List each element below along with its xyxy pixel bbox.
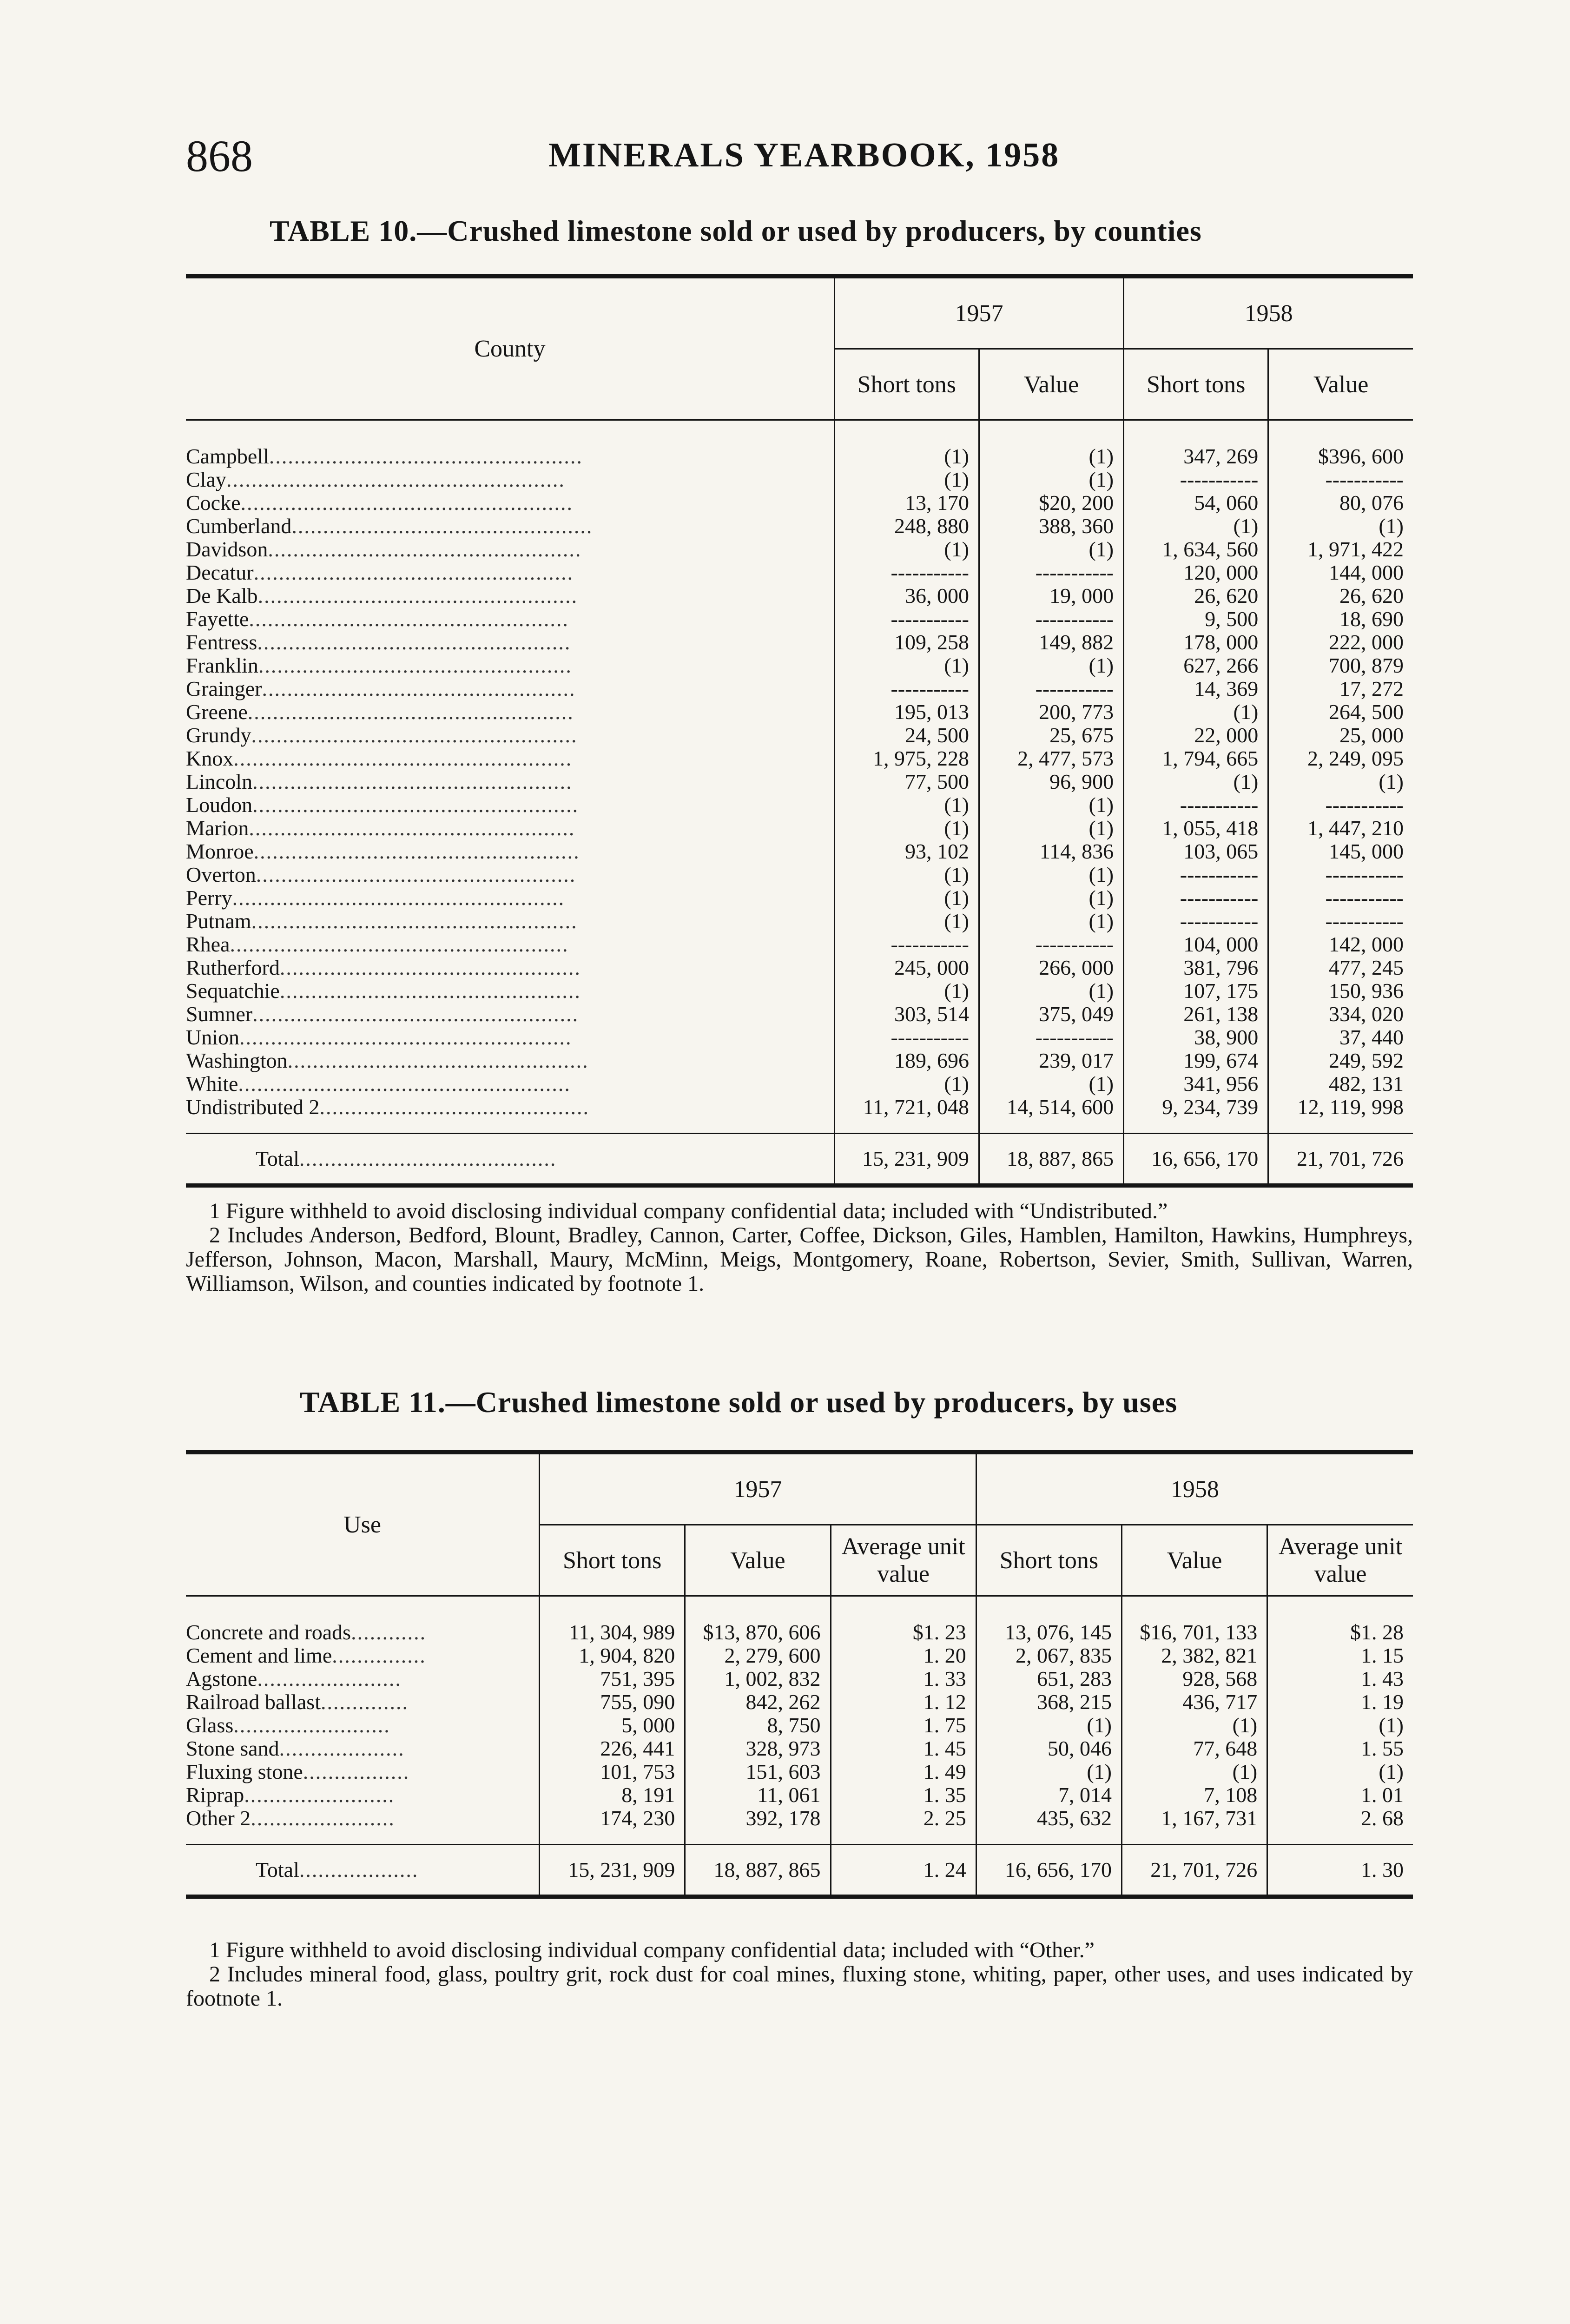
table11-total-row (186, 1845, 1413, 1897)
table10-cell: 9, 234, 739 (1124, 1096, 1268, 1134)
table10-cell: 107, 175 (1124, 979, 1268, 1003)
table10-cell: 22, 000 (1124, 724, 1268, 747)
table11-cell: 8, 191 (540, 1783, 685, 1807)
table10-cell: (1) (979, 468, 1123, 491)
table11-cell: 101, 753 (540, 1760, 685, 1783)
table11-col-header: Value (685, 1525, 831, 1596)
table11-total-cell: 18, 887, 865 (685, 1845, 831, 1897)
table10-row-label: Lincoln................................................... (186, 770, 573, 793)
table11-cell: 2. 25 (831, 1807, 976, 1845)
table11-cell: $1. 23 (831, 1596, 976, 1644)
table11-col-header: Average unit value (1267, 1525, 1413, 1596)
table10-cell: 13, 170 (834, 491, 979, 515)
table10-cell: 145, 000 (1268, 840, 1413, 863)
table10-cell: 1, 794, 665 (1124, 747, 1268, 770)
table11-row-label: Railroad ballast.............. (186, 1690, 409, 1714)
table10-year-1957: 1957 (834, 277, 1123, 349)
table11-row-label: Fluxing stone................. (186, 1760, 410, 1783)
table10-row-label: Campbell.................................................. (186, 444, 583, 468)
table10-cell: 195, 013 (834, 700, 979, 724)
table11-total-cell: 15, 231, 909 (540, 1845, 685, 1897)
table11-cell: 755, 090 (540, 1690, 685, 1714)
table11-cell: 328, 973 (685, 1737, 831, 1760)
table10-cell: (1) (979, 654, 1123, 677)
table10-stub-header: County (186, 277, 834, 420)
table10-cell: 36, 000 (834, 584, 979, 607)
table11-cell: 2, 067, 835 (976, 1644, 1121, 1667)
table11-cell: 2, 279, 600 (685, 1644, 831, 1667)
table10-row (186, 793, 1413, 817)
table10-cell: 388, 360 (979, 515, 1123, 538)
table10-cell: 120, 000 (1124, 561, 1268, 584)
table10-row (186, 1072, 1413, 1096)
table10-cell: 1, 634, 560 (1124, 538, 1268, 561)
table10-cell: ----------- (834, 561, 979, 584)
table10-col-header: Short tons (1124, 349, 1268, 420)
table10-cell: 26, 620 (1268, 584, 1413, 607)
table11-cell: 368, 215 (976, 1690, 1121, 1714)
table11-cell: 50, 046 (976, 1737, 1121, 1760)
table11-cell: 1. 33 (831, 1667, 976, 1690)
table11-cell: 7, 108 (1122, 1783, 1267, 1807)
table11-cell: (1) (976, 1714, 1121, 1737)
table10-cell: (1) (979, 886, 1123, 910)
table10-cell: 11, 721, 048 (834, 1096, 979, 1134)
table10-cell: 54, 060 (1124, 491, 1268, 515)
table10-cell: $20, 200 (979, 491, 1123, 515)
table10-row-label: Monroe.................................................... (186, 839, 580, 863)
table10-row (186, 840, 1413, 863)
table11-cell: 2. 68 (1267, 1807, 1413, 1845)
table11-footnotes (186, 1938, 1413, 2011)
table10-row-label: De Kalb................................................... (186, 584, 578, 607)
table11-row-label: Cement and lime............... (186, 1644, 426, 1667)
table11-cell: 436, 717 (1122, 1690, 1267, 1714)
table10-row (186, 933, 1413, 956)
table10-cell: 303, 514 (834, 1003, 979, 1026)
table10-cell: 347, 269 (1124, 420, 1268, 469)
table10-total-cell: 15, 231, 909 (834, 1134, 979, 1186)
table11-row (186, 1783, 1413, 1807)
table10-row-label: Knox...................................................... (186, 746, 573, 770)
table11-row (186, 1596, 1413, 1644)
table10-row (186, 886, 1413, 910)
table10-cell: 341, 956 (1124, 1072, 1268, 1096)
table10-total-row (186, 1134, 1413, 1186)
table10-row (186, 700, 1413, 724)
table11-cell: 435, 632 (976, 1807, 1121, 1845)
table10-cell: 245, 000 (834, 956, 979, 979)
table10-cell: 142, 000 (1268, 933, 1413, 956)
table10-cell: (1) (834, 468, 979, 491)
page-number: 868 (186, 131, 253, 181)
table10-cell: 14, 514, 600 (979, 1096, 1123, 1134)
table10-cell: 482, 131 (1268, 1072, 1413, 1096)
table11-cell: 1, 002, 832 (685, 1667, 831, 1690)
table10-row-label: Marion.................................................... (186, 816, 575, 840)
table10-row (186, 420, 1413, 469)
table11-row (186, 1690, 1413, 1714)
table10-row (186, 561, 1413, 584)
table11-cell: 1. 45 (831, 1737, 976, 1760)
table10-row (186, 538, 1413, 561)
table10-cell: (1) (979, 1072, 1123, 1096)
table10-cell: ----------- (979, 607, 1123, 631)
table10-cell: ----------- (1124, 886, 1268, 910)
footnote: 1 Figure withheld to avoid disclosing individual company confidential data; included with “Other.” (209, 1938, 1095, 1962)
table10-col-header: Value (979, 349, 1123, 420)
table10-row (186, 770, 1413, 793)
table10-row-label: Sequatchie................................................ (186, 979, 581, 1003)
table11-cell: 1. 55 (1267, 1737, 1413, 1760)
table10-cell: (1) (834, 793, 979, 817)
table11-col-header: Average unit value (831, 1525, 976, 1596)
table11-year-1957: 1957 (540, 1452, 976, 1525)
table10-cell: 37, 440 (1268, 1026, 1413, 1049)
table10-cell: (1) (834, 654, 979, 677)
table10-row-label: Cocke..................................................... (186, 491, 574, 515)
table10-cell: (1) (979, 979, 1123, 1003)
table11-row-label: Other 2....................... (186, 1806, 395, 1830)
table11-cell: 1. 15 (1267, 1644, 1413, 1667)
table11-row (186, 1760, 1413, 1783)
table10-cell: $396, 600 (1268, 420, 1413, 469)
table10-cell: (1) (979, 793, 1123, 817)
table10-cell: 1, 447, 210 (1268, 817, 1413, 840)
table10-cell: ----------- (1124, 863, 1268, 886)
table10-cell: 700, 879 (1268, 654, 1413, 677)
table11-total-cell: 21, 701, 726 (1122, 1845, 1267, 1897)
table10-cell: 18, 690 (1268, 607, 1413, 631)
table11-body (186, 1596, 1413, 1845)
table10-cell: ----------- (834, 933, 979, 956)
table10-total-cell: 16, 656, 170 (1124, 1134, 1268, 1186)
table10-cell: 266, 000 (979, 956, 1123, 979)
table11-total-label: Total................... (186, 1845, 540, 1897)
running-head (186, 130, 1404, 181)
table10-cell: ----------- (1268, 468, 1413, 491)
table11-cell: 5, 000 (540, 1714, 685, 1737)
table10-row (186, 491, 1413, 515)
table10-cell: 38, 900 (1124, 1026, 1268, 1049)
table10-cell: 103, 065 (1124, 840, 1268, 863)
table11-row (186, 1644, 1413, 1667)
table11-total-cell: 16, 656, 170 (976, 1845, 1121, 1897)
table11-cell: 1. 01 (1267, 1783, 1413, 1807)
table10-cell: (1) (1268, 770, 1413, 793)
table10-row (186, 863, 1413, 886)
table10-cell: 149, 882 (979, 631, 1123, 654)
table10-cell: 1, 055, 418 (1124, 817, 1268, 840)
table10-cell: 104, 000 (1124, 933, 1268, 956)
table11-cell: $16, 701, 133 (1122, 1596, 1267, 1644)
table10-row (186, 631, 1413, 654)
table10-cell: (1) (834, 886, 979, 910)
table11-cell: 392, 178 (685, 1807, 831, 1845)
table10-footnotes (186, 1199, 1413, 1296)
table10-cell: 381, 796 (1124, 956, 1268, 979)
table10-row (186, 654, 1413, 677)
table11-stub-header: Use (186, 1452, 540, 1596)
table10-cell: ----------- (1124, 910, 1268, 933)
table10-row-label: Franklin.................................................. (186, 654, 572, 677)
table11-cell: 7, 014 (976, 1783, 1121, 1807)
table11-cell: 174, 230 (540, 1807, 685, 1845)
table10-row (186, 817, 1413, 840)
table10-row-label: Rutherford................................................ (186, 956, 581, 979)
table11-cell: (1) (1267, 1714, 1413, 1737)
table10-cell: 2, 477, 573 (979, 747, 1123, 770)
table10-row (186, 979, 1413, 1003)
table11-total-cell: 1. 24 (831, 1845, 976, 1897)
table10-row (186, 747, 1413, 770)
table10-row (186, 956, 1413, 979)
table11-row (186, 1807, 1413, 1845)
table10-row-label: Sumner.................................................... (186, 1002, 579, 1026)
table10-cell: ----------- (1124, 468, 1268, 491)
running-title: MINERALS YEARBOOK, 1958 (548, 136, 1060, 174)
table10-cell: 189, 696 (834, 1049, 979, 1072)
table10-cell: 239, 017 (979, 1049, 1123, 1072)
footnote: 2 Includes mineral food, glass, poultry grit, rock dust for coal mines, fluxing stone, whiting, paper, other uses, and uses indicated by footnote 1. (186, 1962, 1413, 2011)
table11-cell: 226, 441 (540, 1737, 685, 1760)
table11-cell: (1) (976, 1760, 1121, 1783)
table10-cell: (1) (1124, 770, 1268, 793)
table11-cell: 11, 061 (685, 1783, 831, 1807)
table11-cell: 1, 904, 820 (540, 1644, 685, 1667)
table10-row-label: Undistributed 2........................................... (186, 1095, 589, 1119)
table10-row-label: Perry..................................................... (186, 886, 565, 910)
table10-cell: ----------- (979, 933, 1123, 956)
table11-cell: 1. 35 (831, 1783, 976, 1807)
table10-cell: (1) (979, 863, 1123, 886)
table10-cell: 334, 020 (1268, 1003, 1413, 1026)
table11-cell: 751, 395 (540, 1667, 685, 1690)
table10-cell: 9, 500 (1124, 607, 1268, 631)
table11-cell: 1. 20 (831, 1644, 976, 1667)
table10-row (186, 1026, 1413, 1049)
table10-row (186, 468, 1413, 491)
table10-cell: 96, 900 (979, 770, 1123, 793)
table11-cell: 8, 750 (685, 1714, 831, 1737)
table11-row-label: Concrete and roads............ (186, 1620, 427, 1644)
table10-cell: 17, 272 (1268, 677, 1413, 700)
table10-row-label: Washington................................................ (186, 1049, 589, 1072)
table10-cell: (1) (1124, 700, 1268, 724)
footnote: 1 Figure withheld to avoid disclosing individual company confidential data; included with “Undistributed.” (209, 1199, 1168, 1223)
table11-cell: 1. 49 (831, 1760, 976, 1783)
table10-row-label: Grundy.................................................... (186, 723, 578, 747)
table11-cell: 77, 648 (1122, 1737, 1267, 1760)
table10-cell: 150, 936 (1268, 979, 1413, 1003)
table10-cell: 109, 258 (834, 631, 979, 654)
table10-cell: 25, 675 (979, 724, 1123, 747)
table10-cell: (1) (979, 910, 1123, 933)
table11 (186, 1450, 1413, 1899)
table10-year-1958: 1958 (1124, 277, 1413, 349)
table10-cell: 261, 138 (1124, 1003, 1268, 1026)
table11-cell: 11, 304, 989 (540, 1596, 685, 1644)
table10-row-label: Putnam.................................................... (186, 909, 578, 933)
table10-row-label: Rhea...................................................... (186, 932, 569, 956)
table10-cell: 80, 076 (1268, 491, 1413, 515)
table10-cell: ----------- (1268, 793, 1413, 817)
table10-title: TABLE 10.—Crushed limestone sold or used by producers, by counties (270, 214, 1202, 247)
table10-cell: ----------- (834, 677, 979, 700)
table10-cell: 19, 000 (979, 584, 1123, 607)
table11-cell: (1) (1122, 1760, 1267, 1783)
table11-row (186, 1737, 1413, 1760)
table10-row (186, 515, 1413, 538)
table11-cell: 1, 167, 731 (1122, 1807, 1267, 1845)
table10-cell: 264, 500 (1268, 700, 1413, 724)
table10-row-label: Greene.................................................... (186, 700, 574, 724)
table10-cell: 627, 266 (1124, 654, 1268, 677)
table10-cell: 12, 119, 998 (1268, 1096, 1413, 1134)
table11-row-label: Stone sand.................... (186, 1736, 405, 1760)
table11-row (186, 1714, 1413, 1737)
table10 (186, 274, 1413, 1188)
table10-cell: 77, 500 (834, 770, 979, 793)
table10-body (186, 420, 1413, 1134)
table10-cell: 1, 971, 422 (1268, 538, 1413, 561)
table10-row-label: White..................................................... (186, 1072, 571, 1096)
table10-cell: (1) (834, 538, 979, 561)
table10-cell: ----------- (979, 1026, 1123, 1049)
table10-row-label: Cumberland................................................ (186, 514, 593, 538)
table11-cell: 2, 382, 821 (1122, 1644, 1267, 1667)
table10-cell: 26, 620 (1124, 584, 1268, 607)
table10-row (186, 910, 1413, 933)
table10-total-label: Total......................................... (186, 1134, 834, 1186)
table11-cell: 13, 076, 145 (976, 1596, 1121, 1644)
table10-cell: (1) (834, 910, 979, 933)
table10-cell: 178, 000 (1124, 631, 1268, 654)
table11-total-cell: 1. 30 (1267, 1845, 1413, 1897)
table10-total-cell: 21, 701, 726 (1268, 1134, 1413, 1186)
table10-cell: ----------- (834, 1026, 979, 1049)
table10-cell: ----------- (979, 677, 1123, 700)
table10-cell: ----------- (1268, 863, 1413, 886)
table10-cell: (1) (979, 817, 1123, 840)
table10-col-header: Value (1268, 349, 1413, 420)
table10-row (186, 584, 1413, 607)
table10-cell: 14, 369 (1124, 677, 1268, 700)
table10-row-label: Union..................................................... (186, 1025, 572, 1049)
table10-cell: 200, 773 (979, 700, 1123, 724)
table11-row-label: Riprap........................ (186, 1783, 395, 1807)
table11-col-header: Short tons (540, 1525, 685, 1596)
table11-cell: 651, 283 (976, 1667, 1121, 1690)
table10-row (186, 677, 1413, 700)
table10-cell: 2, 249, 095 (1268, 747, 1413, 770)
table10-cell: 249, 592 (1268, 1049, 1413, 1072)
table10-cell: ----------- (1124, 793, 1268, 817)
table11-cell: 1. 43 (1267, 1667, 1413, 1690)
table10-cell: (1) (834, 420, 979, 469)
table11-cell: 151, 603 (685, 1760, 831, 1783)
table10-row-label: Grainger.................................................. (186, 677, 576, 700)
table10-cell: ----------- (1268, 886, 1413, 910)
table10-cell: 199, 674 (1124, 1049, 1268, 1072)
table11-row-label: Agstone....................... (186, 1667, 402, 1690)
table10-row (186, 1003, 1413, 1026)
table11-col-header: Short tons (976, 1525, 1121, 1596)
table10-total-cell: 18, 887, 865 (979, 1134, 1123, 1186)
table11-cell: (1) (1122, 1714, 1267, 1737)
table11-row-label: Glass......................... (186, 1713, 390, 1737)
table10-row (186, 607, 1413, 631)
table10-row-label: Clay...................................................... (186, 468, 565, 491)
table10-cell: (1) (979, 420, 1123, 469)
table10-row-label: Decatur................................................... (186, 561, 574, 584)
table10-row (186, 724, 1413, 747)
table10-row (186, 1049, 1413, 1072)
table11-cell: (1) (1267, 1760, 1413, 1783)
table11-cell: 928, 568 (1122, 1667, 1267, 1690)
table11-cell: 1. 12 (831, 1690, 976, 1714)
table11-col-header: Value (1122, 1525, 1267, 1596)
table10-cell: (1) (834, 817, 979, 840)
table10-cell: 477, 245 (1268, 956, 1413, 979)
table10-cell: (1) (1124, 515, 1268, 538)
table10-cell: (1) (834, 979, 979, 1003)
table10-cell: 222, 000 (1268, 631, 1413, 654)
table11-cell: $1. 28 (1267, 1596, 1413, 1644)
table10-row-label: Davidson.................................................. (186, 537, 582, 561)
table10-cell: 375, 049 (979, 1003, 1123, 1026)
table11-cell: 1. 75 (831, 1714, 976, 1737)
table10-row-label: Fentress.................................................. (186, 630, 571, 654)
table11-year-1958: 1958 (976, 1452, 1413, 1525)
table10-cell: (1) (834, 863, 979, 886)
table11-title: TABLE 11.—Crushed limestone sold or used by producers, by uses (300, 1386, 1178, 1419)
table11-cell: $13, 870, 606 (685, 1596, 831, 1644)
table11-row (186, 1667, 1413, 1690)
table10-cell: 144, 000 (1268, 561, 1413, 584)
table10-cell: 24, 500 (834, 724, 979, 747)
table10-row-label: Fayette................................................... (186, 607, 569, 631)
table10-cell: ----------- (979, 561, 1123, 584)
table10-cell: 25, 000 (1268, 724, 1413, 747)
table10-row-label: Overton................................................... (186, 863, 576, 886)
table10-cell: ----------- (834, 607, 979, 631)
table10-cell: 248, 880 (834, 515, 979, 538)
table10-row-label: Loudon.................................................... (186, 793, 579, 817)
table10-cell: (1) (1268, 515, 1413, 538)
table11-cell: 842, 262 (685, 1690, 831, 1714)
table10-cell: 114, 836 (979, 840, 1123, 863)
footnote: 2 Includes Anderson, Bedford, Blount, Bradley, Cannon, Carter, Coffee, Dickson, Giles, Hamblen, Hamilton, Hawkins, Humphreys, Jefferson, Johnson, Macon, Marshall, Maury, McMinn, Meigs, Montgomery, Roane, Robertson, Sevier, Smith, Sullivan, Warren, Williamson, Wilson, and counties indicated by footnote 1. (186, 1223, 1413, 1296)
table10-col-header: Short tons (834, 349, 979, 420)
table10-cell: (1) (834, 1072, 979, 1096)
table11-cell: 1. 19 (1267, 1690, 1413, 1714)
table10-cell: 93, 102 (834, 840, 979, 863)
table10-cell: 1, 975, 228 (834, 747, 979, 770)
table10-cell: ----------- (1268, 910, 1413, 933)
table10-row (186, 1096, 1413, 1134)
table10-cell: (1) (979, 538, 1123, 561)
